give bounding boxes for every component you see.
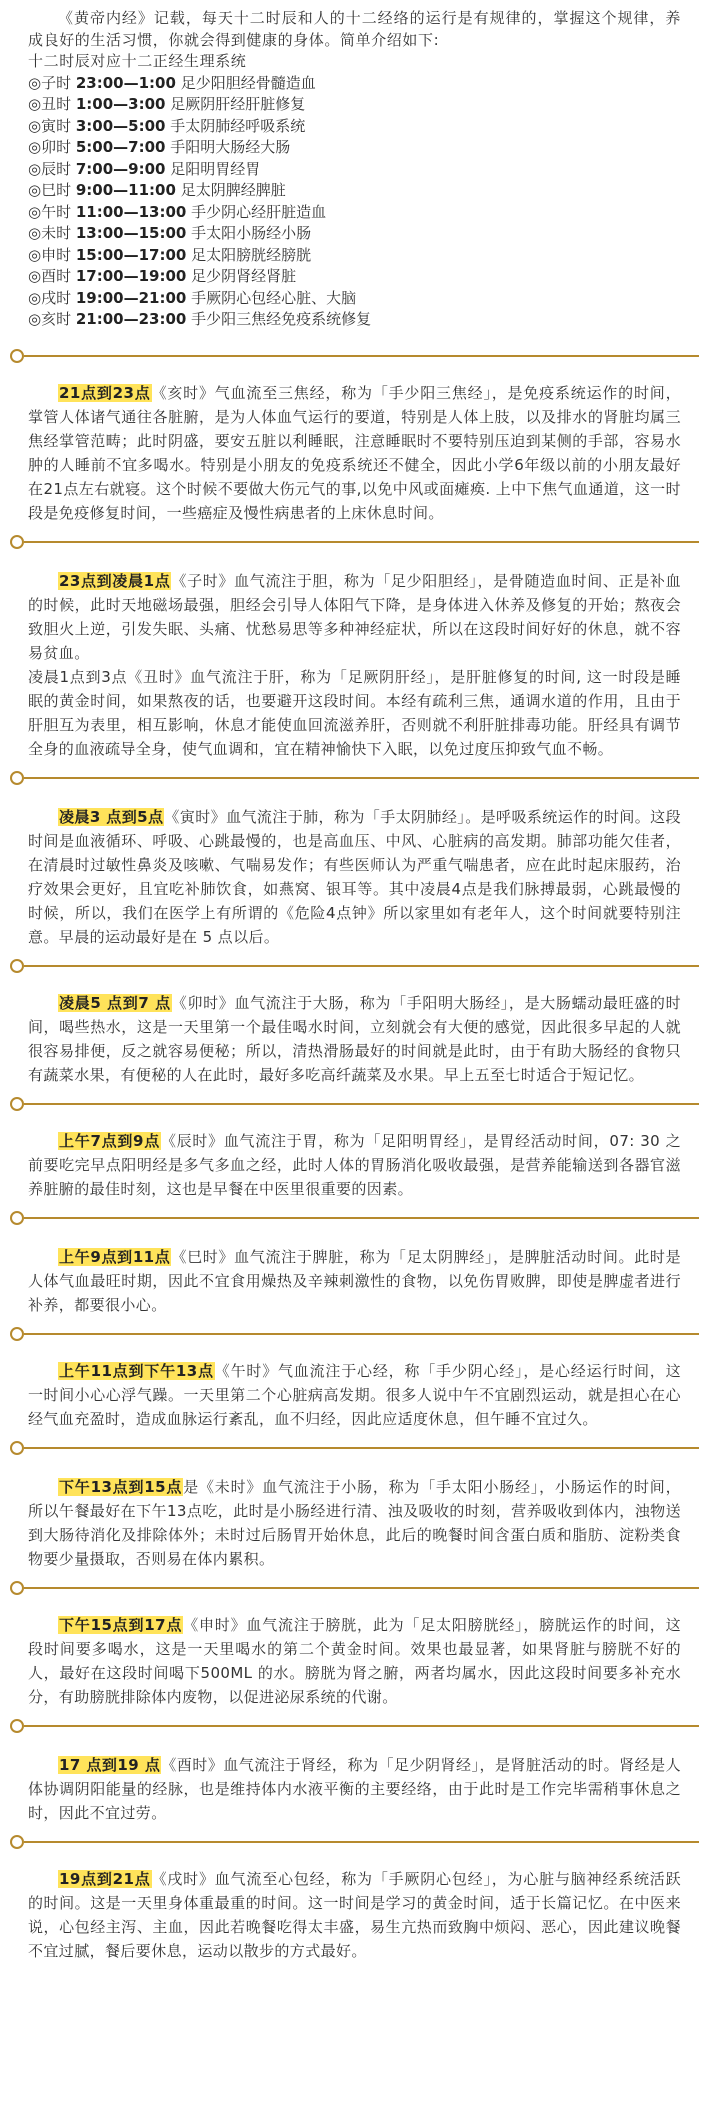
section-divider: [10, 1097, 699, 1115]
hour-name: 辰时: [41, 159, 76, 178]
section-divider: [10, 771, 699, 789]
hour-name: 寅时: [41, 116, 76, 135]
section-paragraph: [28, 1613, 681, 1709]
section-paragraph: [28, 991, 681, 1087]
meridian-desc: 手少阴心经肝脏造血: [186, 202, 327, 221]
hour-name: 申时: [41, 245, 76, 264]
hour-range: 21:00—23:00: [75, 310, 187, 328]
list-marker-icon: ◎: [28, 202, 42, 221]
divider-line: [24, 1587, 699, 1589]
time-section: [28, 1129, 681, 1201]
time-range-highlight: 上午7点到9点: [59, 1131, 160, 1150]
hour-list-item: [28, 202, 681, 224]
time-section: [28, 569, 681, 761]
meridian-desc: 足厥阴肝经肝脏修复: [165, 95, 306, 113]
section-divider: [10, 1211, 699, 1229]
section-paragraph: [28, 1867, 681, 1963]
hour-range: 9:00—11:00: [75, 181, 176, 199]
divider-line: [24, 1841, 699, 1843]
section-paragraph: [28, 1753, 681, 1825]
section-text: 《寅时》血气流注于肺，称为「手太阴肺经」。是呼吸系统运作的时间。这段时间是血液循环、呼吸、心跳最慢的，也是高血压、中风、心脏病的高发期。肺部功能欠佳者，在清晨时过敏性鼻炎及咳嗽、气喘易发作；有些医师认为严重气喘患者，应在此时起床服药，治疗效果会更好，且宜吃补肺饮食，如燕窝、银耳等。其中凌晨4点是我们脉搏最弱，心跳最慢的时候，所以，我们在医学上有所谓的《危险4点钟》所以家里如有老年人，这个时间就要特别注意。早晨的运动最好是在 5 点以后。: [28, 807, 681, 946]
hour-range: 17:00—19:00: [75, 267, 187, 285]
section-text: 《辰时》血气流注于胃，称为「足阳明胃经」，是胃经活动时间，07: 30 之前要吃完早点阳明经是多气多血之经，此时人体的胃肠消化吸收最强，是营养能输送到各器官滋养脏腑的最佳时刻，这也是早餐在中医里很重要的因素。: [28, 1131, 681, 1198]
divider-circle-icon: [10, 349, 24, 363]
list-marker-icon: ◎: [28, 159, 42, 178]
divider-circle-icon: [10, 1719, 24, 1733]
divider-circle-icon: [10, 1097, 24, 1111]
meridian-desc: 足少阳胆经骨髓造血: [175, 73, 316, 92]
list-marker-icon: ◎: [28, 245, 42, 264]
divider-circle-icon: [10, 1211, 24, 1225]
hour-name: 丑时: [41, 95, 76, 113]
divider-circle-icon: [10, 1581, 24, 1595]
divider-line: [24, 1447, 699, 1449]
divider-circle-icon: [10, 1835, 24, 1849]
divider-circle-icon: [10, 1441, 24, 1455]
time-section: [28, 381, 681, 525]
section-paragraph: [28, 805, 681, 949]
time-section: [28, 1245, 681, 1317]
section-text: 《亥时》气血流至三焦经，称为「手少阳三焦经」，是免疫系统运作的时间，掌管人体诸气通往各脏腑，是为人体血气运行的要道，特别是人体上肢，以及排水的肾脏均属三焦经掌管范畴；此时阴盛，要安五脏以利睡眠，注意睡眠时不要特别压迫到某侧的手部，容易水肿的人睡前不宜多喝水。特别是小朋友的免疫系统还不健全，因此小学6年级以前的小朋友最好在21点左右就寝。这个时候不要做大伤元气的事,以免中风或面瘫痪. 上中下焦气血通道，这一时段是免疫修复时间，一些癌症及慢性病患者的上床休息时间。: [28, 383, 681, 522]
hour-list-item: [28, 309, 681, 331]
hour-list-item: [28, 73, 681, 95]
list-marker-icon: ◎: [28, 95, 42, 113]
sections-container: [28, 349, 681, 1963]
twelve-hours-list: [28, 73, 681, 331]
list-marker-icon: ◎: [28, 310, 42, 328]
section-text: 《子时》血气流注于胆，称为「足少阳胆经」，是骨随造血时间、正是补血的时候，此时天地磁场最强，胆经会引导人体阳气下降，是身体进入休养及修复的开始；熬夜会致胆火上逆，引发失眠、头痛、忧愁易思等多种神经症状，所以在这段时间好好的休息，就不容易贫血。: [28, 571, 681, 662]
list-marker-icon: ◎: [28, 116, 42, 135]
hour-list-item: [28, 245, 681, 267]
section-text: 《卯时》血气流注于大肠，称为「手阳明大肠经」，是大肠蠕动最旺盛的时间，喝些热水，这是一天里第一个最佳喝水时间，立刻就会有大便的感觉，因此很多早起的人就很容易排便，反之就容易便秘；所以，清热滑肠最好的时间就是此时，由于有助大肠经的食物只有蔬菜水果，有便秘的人在此时，最好多吃高纤蔬菜及水果。早上五至七时适合于短记忆。: [28, 993, 681, 1084]
meridian-desc: 手厥阴心包经心脏、大脑: [186, 288, 357, 307]
section-divider: [10, 1441, 699, 1459]
hour-list-item: [28, 137, 681, 159]
divider-line: [24, 1103, 699, 1105]
meridian-desc: 手阳明大肠经大肠: [165, 138, 291, 156]
hour-name: 子时: [41, 73, 76, 92]
section-text: 《戌时》血气流至心包经，称为「手厥阴心包经」，为心脏与脑神经系统活跃的时间。这是一天里身体重最重的时间。这一时间是学习的黄金时间，适于长篇记忆。在中医来说，心包经主泻、主血，因此若晚餐吃得太丰盛，易生亢热而致胸中烦闷、恶心，因此建议晚餐不宜过腻，餐后要休息，运动以散步的方式最好。: [28, 1869, 681, 1960]
section-divider: [10, 959, 699, 977]
hour-name: 酉时: [41, 267, 76, 285]
divider-line: [24, 355, 699, 357]
hour-list-item: [28, 223, 681, 245]
section-text: 《巳时》血气流注于脾脏，称为「足太阴脾经」，是脾脏活动时间。此时是人体气血最旺时期，因此不宜食用燥热及辛辣刺激性的食物，以免伤胃败脾，即使是脾虚者进行补养，都要很小心。: [28, 1247, 681, 1314]
hour-name: 戌时: [41, 288, 76, 307]
meridian-desc: 足少阴肾经肾脏: [186, 267, 297, 285]
hour-name: 午时: [41, 202, 76, 221]
section-paragraph: [28, 1359, 681, 1431]
time-section: [28, 1753, 681, 1825]
section-divider: [10, 535, 699, 553]
hour-range: 3:00—5:00: [75, 116, 166, 135]
hour-range: 7:00—9:00: [75, 159, 166, 178]
list-marker-icon: ◎: [28, 73, 42, 92]
hour-range: 15:00—17:00: [75, 245, 187, 264]
divider-circle-icon: [10, 535, 24, 549]
section-text: 是《未时》血气流注于小肠，称为「手太阳小肠经」，小肠运作的时间，所以午餐最好在下午13点吃，此时是小肠经进行清、浊及吸收的时刻，营养吸收到体内，浊物送到大肠待消化及排除体外；未时过后肠胃开始休息，此后的晚餐时间含蛋白质和脂肪、淀粉类食物要少量摄取，否则易在体内累积。: [28, 1477, 681, 1568]
meridian-desc: 手太阴肺经呼吸系统: [165, 116, 306, 135]
divider-line: [24, 777, 699, 779]
list-marker-icon: ◎: [28, 288, 42, 307]
meridian-desc: 手少阳三焦经免疫系统修复: [186, 310, 372, 328]
hour-name: 巳时: [41, 181, 76, 199]
hour-range: 23:00—1:00: [75, 73, 176, 92]
time-range-highlight: 17 点到19 点: [59, 1755, 161, 1774]
intro-subtitle: 十二时辰对应十二正经生理系统: [28, 52, 247, 70]
time-range-highlight: 下午15点到17点: [59, 1615, 183, 1634]
section-paragraph: [28, 1129, 681, 1201]
time-section: [28, 1867, 681, 1963]
section-text: 凌晨1点到3点《丑时》血气流注于肝，称为「足厥阴肝经」，是肝脏修复的时间, 这一时段是睡眠的黄金时间，如果熬夜的话，也要避开这段时间。本经有疏利三焦，通调水道的作用，且由于肝胆互为表里，相互影响，休息才能使血回流滋养肝，否则就不利肝脏排毒功能。肝经具有调节全身的血液疏导全身，使气血调和，宜在精神愉快下入眠，以免过度压抑致气血不畅。: [28, 667, 681, 758]
meridian-desc: 手太阳小肠经小肠: [186, 224, 312, 242]
hour-range: 1:00—3:00: [75, 95, 166, 113]
section-text: 《酉时》血气流注于肾经，称为「足少阴肾经」，是肾脏活动的时。肾经是人体协调阴阳能量的经脉，也是维持体内水液平衡的主要经络，由于此时是工作完毕需稍事休息之时，因此不宜过劳。: [28, 1755, 682, 1822]
section-text: 《申时》血气流注于膀胱，此为「足太阳膀胱经」，膀胱运作的时间，这段时间要多喝水，这是一天里喝水的第二个黄金时间。效果也最显著，如果肾脏与膀胱不好的人，最好在这段时间喝下500ML 的水。膀胱为肾之腑，两者均属水，因此这段时间要多补充水分，有助膀胱排除体内废物，以促进泌尿系统的代谢。: [28, 1615, 681, 1706]
hour-list-item: [28, 159, 681, 181]
intro-block: [28, 8, 681, 331]
time-section: [28, 1475, 681, 1571]
time-section: [28, 991, 681, 1087]
meridian-desc: 足阳明胃经胃: [165, 159, 261, 178]
section-divider: [10, 1835, 699, 1853]
divider-circle-icon: [10, 959, 24, 973]
section-paragraph: [28, 569, 681, 665]
divider-line: [24, 1333, 699, 1335]
hour-list-item: [28, 288, 681, 310]
meridian-desc: 足太阴脾经脾脏: [175, 181, 286, 199]
time-range-highlight: 上午11点到下午13点: [59, 1361, 214, 1380]
section-paragraph: [28, 381, 681, 525]
hour-list-item: [28, 180, 681, 202]
hour-range: 11:00—13:00: [75, 202, 187, 221]
divider-line: [24, 1217, 699, 1219]
hour-list-item: [28, 266, 681, 288]
section-divider: [10, 349, 699, 367]
hour-name: 卯时: [41, 138, 76, 156]
list-marker-icon: ◎: [28, 138, 42, 156]
hour-range: 19:00—21:00: [75, 288, 187, 307]
time-section: [28, 1613, 681, 1709]
time-range-highlight: 凌晨3 点到5点: [59, 807, 164, 826]
section-text: 《午时》气血流注于心经，称「手少阴心经」，是心经运行时间，这一时间小心心浮气躁。一天里第二个心脏病高发期。很多人说中午不宜剧烈运动，就是担心在心经气血充盈时，造成血脉运行紊乱，血不归经，因此应适度休息，但午睡不宜过久。: [28, 1361, 681, 1428]
time-section: [28, 1359, 681, 1431]
section-paragraph: [28, 1475, 681, 1571]
intro-paragraph: 《黄帝内经》记载，每天十二时辰和人的十二经络的运行是有规律的，掌握这个规律，养成良好的生活习惯，你就会得到健康的身体。简单介绍如下:: [28, 9, 681, 49]
time-range-highlight: 21点到23点: [59, 383, 151, 402]
time-range-highlight: 19点到21点: [59, 1869, 151, 1888]
section-paragraph: [28, 665, 681, 761]
list-marker-icon: ◎: [28, 224, 42, 242]
hour-list-item: [28, 116, 681, 138]
divider-line: [24, 1725, 699, 1727]
hour-range: 13:00—15:00: [75, 224, 187, 242]
time-range-highlight: 上午9点到11点: [59, 1247, 171, 1266]
hour-list-item: [28, 94, 681, 116]
list-marker-icon: ◎: [28, 181, 42, 199]
hour-name: 未时: [41, 224, 76, 242]
hour-range: 5:00—7:00: [75, 138, 166, 156]
section-divider: [10, 1327, 699, 1345]
time-range-highlight: 凌晨5 点到7 点: [59, 993, 171, 1012]
time-range-highlight: 23点到凌晨1点: [59, 571, 171, 590]
list-marker-icon: ◎: [28, 267, 42, 285]
hour-name: 亥时: [41, 310, 76, 328]
time-range-highlight: 下午13点到15点: [59, 1477, 183, 1496]
section-divider: [10, 1719, 699, 1737]
time-section: [28, 805, 681, 949]
section-paragraph: [28, 1245, 681, 1317]
divider-circle-icon: [10, 1327, 24, 1341]
divider-circle-icon: [10, 771, 24, 785]
divider-line: [24, 541, 699, 543]
section-divider: [10, 1581, 699, 1599]
divider-line: [24, 965, 699, 967]
meridian-desc: 足太阳膀胱经膀胱: [186, 245, 312, 264]
